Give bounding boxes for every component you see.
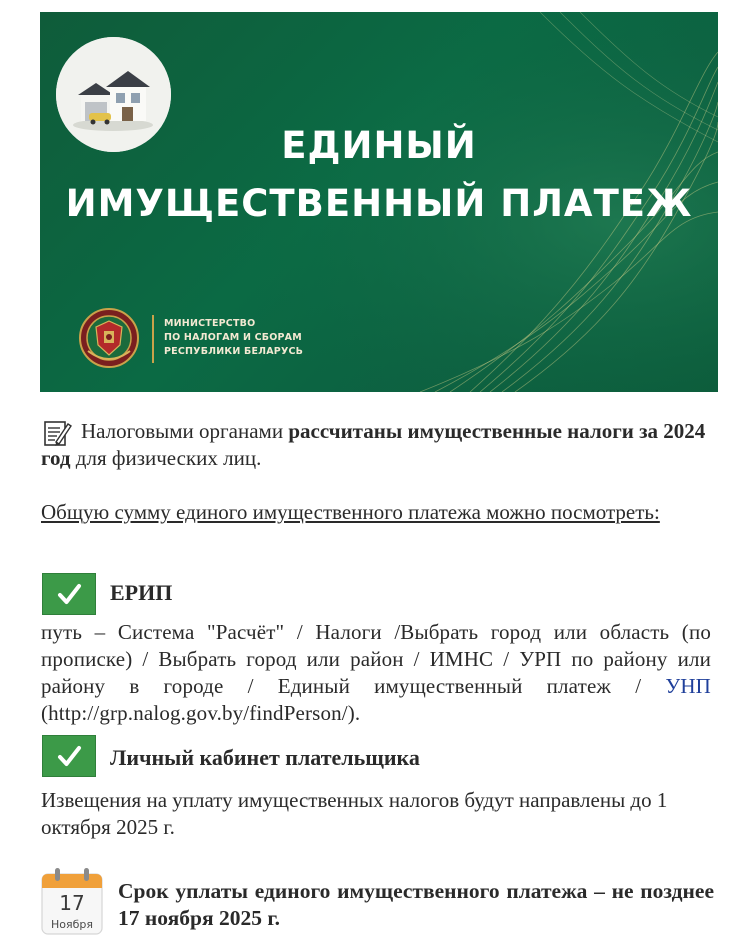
cabinet-heading: Личный кабинет плательщика bbox=[110, 745, 420, 770]
cabinet-text: Извещения на уплату имущественных налогов будут направлены до 1 октября 2025 г. bbox=[41, 788, 668, 839]
erip-path: путь – Система "Расчёт" / Налоги /Выбрать город или область (по прописке) / Выбрать город или район / ИМНС / УРП по району или району в городе / Единый имущественный платеж / bbox=[41, 620, 711, 698]
ministry-line3: РЕСПУБЛИКИ БЕЛАРУСЬ bbox=[164, 346, 304, 357]
emblem-divider bbox=[152, 315, 154, 363]
deadline-text: Срок уплаты единого имущественного платежа – не позднее 17 ноября 2025 г. bbox=[118, 879, 714, 930]
intro-text-bold: рассчитаны имущественные налоги за 2024 год bbox=[41, 419, 706, 470]
erip-heading: ЕРИП bbox=[110, 580, 173, 605]
checkmark-icon bbox=[42, 735, 96, 777]
calendar-day: 17 bbox=[59, 891, 85, 915]
intro-text bbox=[41, 418, 711, 472]
subhead: Общую сумму единого имущественного платежа можно посмотреть: bbox=[41, 500, 660, 524]
erip-url: (http://grp.nalog.gov.by/findPerson/). bbox=[41, 701, 361, 725]
banner-title-line1: ЕДИНЫЙ bbox=[281, 124, 477, 167]
ministry-name bbox=[164, 317, 303, 359]
checkmark-icon bbox=[42, 573, 96, 615]
intro-text-before: Налоговыми органами bbox=[81, 419, 289, 443]
banner bbox=[40, 12, 718, 392]
banner-title-line2: ИМУЩЕСТВЕННЫЙ ПЛАТЕЖ bbox=[65, 182, 693, 225]
ministry-emblem-icon bbox=[78, 307, 140, 369]
ministry-line2: ПО НАЛОГАМ И СБОРАМ bbox=[164, 332, 302, 343]
unp-link[interactable]: УНП bbox=[665, 674, 711, 698]
calendar-month: Ноября bbox=[50, 918, 93, 931]
erip-path-text bbox=[41, 619, 711, 727]
intro-text-after: для физических лиц. bbox=[70, 446, 262, 470]
ministry-line1: МИНИСТЕРСТВО bbox=[164, 318, 256, 329]
